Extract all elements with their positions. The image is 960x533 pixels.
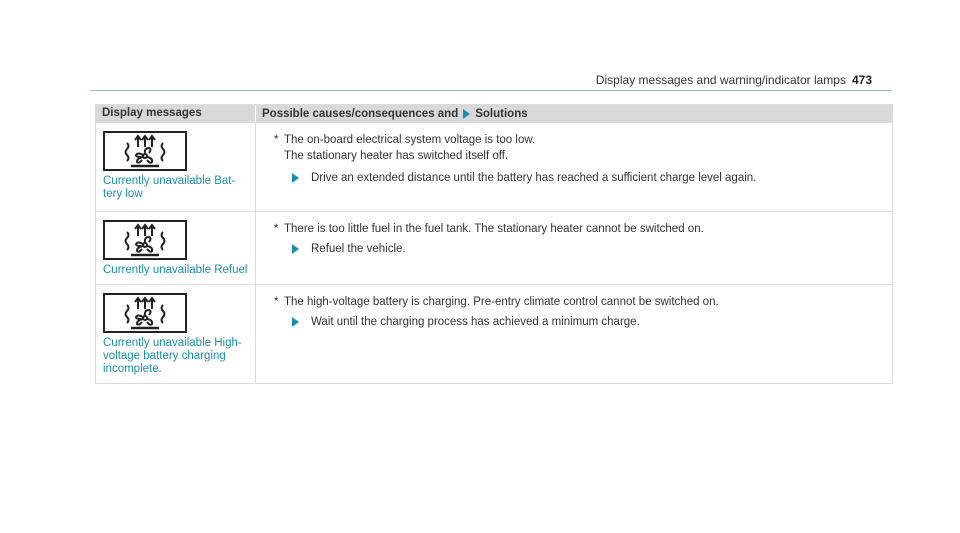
cause: * The on-board electrical system voltage is too low. The stationary heater has switched itself off. — [274, 134, 536, 162]
arrow-right-icon — [292, 317, 299, 327]
solution: Drive an extended distance until the battery has reached a sufficient charge level again. — [292, 170, 882, 186]
display-message: Currently unavailable High- voltage battery charging incomplete. — [103, 337, 242, 375]
header-rule — [90, 90, 892, 91]
solution: Wait until the charging process has achieved a minimum charge. — [292, 314, 882, 330]
cause: * There is too little fuel in the fuel tank. The stationary heater cannot be switched on. — [274, 223, 704, 235]
arrow-right-icon — [463, 109, 470, 119]
messages-table — [95, 104, 893, 384]
table-header — [96, 105, 892, 122]
header-causes: Possible causes/consequences and — [262, 107, 459, 120]
cause: * The high-voltage battery is charging. Pre-entry climate control cannot be switched on. — [274, 296, 719, 308]
stationary-heater-icon — [103, 131, 187, 171]
section-title: Display messages and warning/indicator lamps — [595, 73, 846, 87]
header-solutions: Solutions — [475, 107, 528, 120]
display-message: Currently unavailable Bat- tery low — [103, 175, 236, 200]
stationary-heater-icon — [103, 293, 187, 333]
table-row — [96, 284, 892, 383]
arrow-right-icon — [292, 173, 299, 183]
stationary-heater-icon — [103, 220, 187, 260]
table-row — [96, 122, 892, 211]
page-number: 473 — [851, 73, 872, 87]
table-row — [96, 211, 892, 284]
header-causes-solutions — [256, 105, 892, 122]
page-header — [596, 73, 872, 87]
header-display-messages: Display messages — [96, 105, 256, 122]
display-message: Currently unavailable Refuel — [103, 264, 248, 276]
solution: Refuel the vehicle. — [292, 241, 882, 257]
arrow-right-icon — [292, 244, 299, 254]
